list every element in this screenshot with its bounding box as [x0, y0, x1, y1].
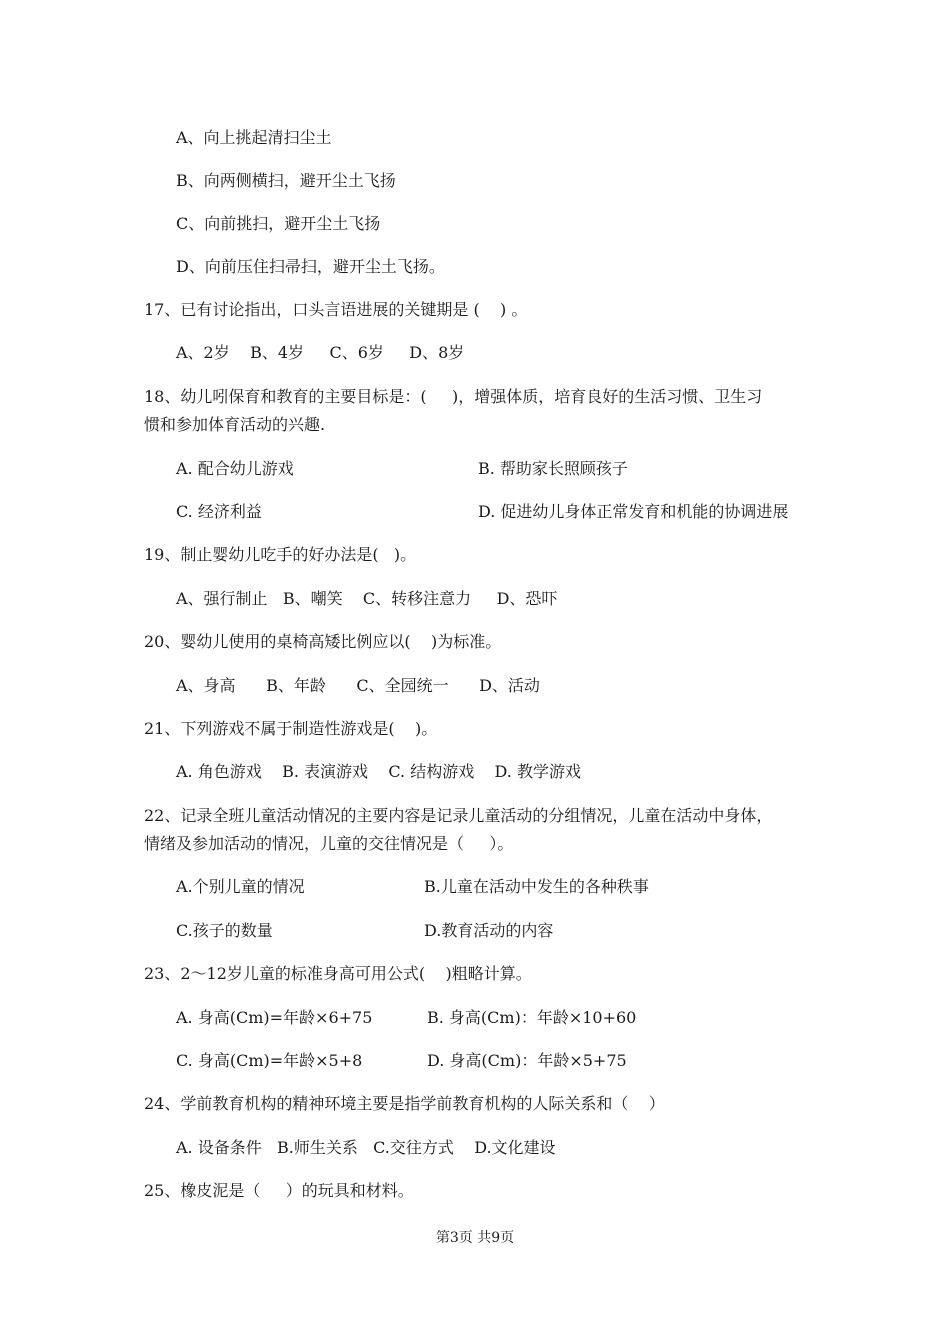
q18-option-b: B. 帮助家长照顾孩子 [478, 459, 628, 478]
q24-stem: 24、学前教育机构的精神环境主要是指学前教育机构的人际关系和（ ） [144, 1094, 665, 1113]
q21-stem: 21、下列游戏不属于制造性游戏是( )。 [144, 719, 438, 738]
q19-stem: 19、制止婴幼儿吃手的好办法是( )。 [144, 545, 417, 564]
q23-option-a: A. 身高(Cm)=年龄×6+75 [176, 1008, 373, 1027]
q16-option-b: B、向两侧横扫，避开尘土飞扬 [176, 171, 396, 190]
q23-stem: 23、2～12岁儿童的标准身高可用公式( )粗略计算。 [144, 964, 532, 983]
q16-option-d: D、向前压住扫帚扫，避开尘土飞扬。 [176, 257, 445, 276]
q23-option-d: D. 身高(Cm)：年龄×5+75 [427, 1051, 627, 1070]
q18-stem-line1: 18、幼儿吲保育和教育的主要目标是：( )，增强体质，培育良好的生活习惯、卫生习 [144, 387, 763, 406]
q24-options: A. 设备条件 B.师生关系 C.交往方式 D.文化建设 [176, 1138, 556, 1157]
page-number-footer: 第3页 共9页 [435, 1230, 515, 1246]
q16-option-a: A、向上挑起清扫尘土 [176, 128, 332, 147]
q20-options: A、身高 B、年龄 C、全园统一 D、活动 [176, 676, 540, 695]
q23-option-b: B. 身高(Cm)：年龄×10+60 [427, 1008, 637, 1027]
q22-option-d: D.教育活动的内容 [424, 921, 554, 940]
q22-stem-line1: 22、记录全班儿童活动情况的主要内容是记录儿童活动的分组情况，儿童在活动中身体， [144, 806, 773, 825]
q17-options: A、2岁 B、4岁 C、6岁 D、8岁 [176, 343, 465, 362]
q23-option-c: C. 身高(Cm)=年龄×5+8 [176, 1051, 363, 1070]
q22-option-b: B.儿童在活动中发生的各种秩事 [424, 877, 649, 896]
q18-option-d: D. 促进幼儿身体正常发育和机能的协调进展 [478, 502, 789, 521]
q18-option-a: A. 配合幼儿游戏 [176, 459, 294, 478]
q22-stem-line2: 情绪及参加活动的情况，儿童的交往情况是（ ）。 [144, 834, 514, 853]
q18-option-c: C. 经济利益 [176, 502, 262, 521]
q20-stem: 20、婴幼儿使用的桌椅高矮比例应以( )为标准。 [144, 632, 502, 651]
q16-option-c: C、向前挑扫，避开尘土飞扬 [176, 214, 381, 233]
q25-stem: 25、橡皮泥是（ ）的玩具和材料。 [144, 1181, 414, 1200]
q19-options: A、强行制止 B、嘲笑 C、转移注意力 D、恐吓 [176, 589, 558, 608]
q18-stem-line2: 惯和参加体育活动的兴趣. [144, 415, 326, 434]
q22-option-a: A.个别儿童的情况 [176, 877, 305, 896]
q21-options: A. 角色游戏 B. 表演游戏 C. 结构游戏 D. 教学游戏 [176, 762, 581, 781]
q22-option-c: C.孩子的数量 [176, 921, 273, 940]
q17-stem: 17、已有讨论指出，口头言语进展的关键期是 ( ) 。 [144, 300, 528, 319]
